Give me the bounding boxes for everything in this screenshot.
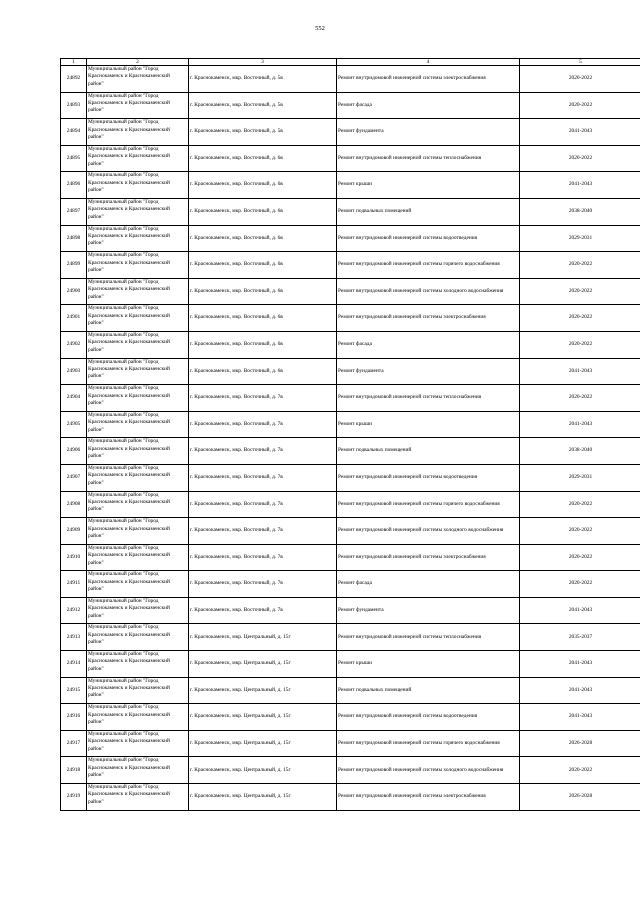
municipality-cell: Муниципальный район "Город Краснокаменск и Краснокаменский район" [87, 518, 189, 545]
period-cell: 2020-2022 [520, 252, 640, 279]
table-row [61, 198, 640, 225]
column-header: 5 [520, 59, 640, 66]
table-row [61, 464, 640, 491]
address-cell: г. Краснокаменск, мкр. Центральный, д. 15г [189, 704, 337, 731]
work-type-cell: Ремонт крыши [337, 651, 520, 678]
row-number-cell: 24914 [61, 651, 87, 678]
municipality-cell: Муниципальный район "Город Краснокаменск и Краснокаменский район" [87, 278, 189, 305]
period-cell: 2041-2043 [520, 597, 640, 624]
municipality-cell: Муниципальный район "Город Краснокаменск и Краснокаменский район" [87, 411, 189, 438]
period-cell: 2020-2022 [520, 278, 640, 305]
period-cell: 2041-2043 [520, 119, 640, 146]
work-type-cell: Ремонт внутридомовой инженерной системы электроснабжения [337, 305, 520, 332]
address-cell: г. Краснокаменск, мкр. Восточный, д. 7в [189, 518, 337, 545]
municipality-cell: Муниципальный район "Город Краснокаменск и Краснокаменский район" [87, 331, 189, 358]
period-cell: 2041-2043 [520, 651, 640, 678]
work-type-cell: Ремонт фасада [337, 571, 520, 598]
municipality-cell: Муниципальный район "Город Краснокаменск и Краснокаменский район" [87, 225, 189, 252]
address-cell: г. Краснокаменск, мкр. Восточный, д. 7в [189, 597, 337, 624]
work-type-cell: Ремонт внутридомовой инженерной системы электроснабжения [337, 66, 520, 93]
municipality-cell: Муниципальный район "Город Краснокаменск и Краснокаменский район" [87, 119, 189, 146]
table-row [61, 544, 640, 571]
municipality-cell: Муниципальный район "Город Краснокаменск и Краснокаменский район" [87, 305, 189, 332]
row-number-cell: 24915 [61, 677, 87, 704]
row-number-cell: 24911 [61, 571, 87, 598]
table-row [61, 145, 640, 172]
municipality-cell: Муниципальный район "Город Краснокаменск и Краснокаменский район" [87, 544, 189, 571]
period-cell: 2020-2022 [520, 491, 640, 518]
municipality-cell: Муниципальный район "Город Краснокаменск и Краснокаменский район" [87, 730, 189, 757]
table-row [61, 438, 640, 465]
period-cell: 2026-2028 [520, 784, 640, 811]
address-cell: г. Краснокаменск, мкр. Восточный, д. 6в [189, 145, 337, 172]
table-header-row [61, 59, 640, 66]
municipality-cell: Муниципальный район "Город Краснокаменск и Краснокаменский район" [87, 385, 189, 412]
municipality-cell: Муниципальный район "Город Краснокаменск и Краснокаменский район" [87, 677, 189, 704]
column-header: 1 [61, 59, 87, 66]
work-type-cell: Ремонт крыши [337, 172, 520, 199]
address-cell: г. Краснокаменск, мкр. Восточный, д. 6в [189, 278, 337, 305]
work-type-cell: Ремонт внутридомовой инженерной системы теплоснабжения [337, 624, 520, 651]
work-type-cell: Ремонт фундамента [337, 358, 520, 385]
table-row [61, 385, 640, 412]
row-number-cell: 24898 [61, 225, 87, 252]
municipality-cell: Муниципальный район "Город Краснокаменск и Краснокаменский район" [87, 145, 189, 172]
table-row [61, 66, 640, 93]
row-number-cell: 24907 [61, 464, 87, 491]
address-cell: г. Краснокаменск, мкр. Восточный, д. 7в [189, 491, 337, 518]
address-cell: г. Краснокаменск, мкр. Восточный, д. 7в [189, 385, 337, 412]
row-number-cell: 24902 [61, 331, 87, 358]
table-row [61, 651, 640, 678]
period-cell: 2020-2022 [520, 305, 640, 332]
work-type-cell: Ремонт подвальных помещений [337, 198, 520, 225]
address-cell: г. Краснокаменск, мкр. Восточный, д. 6в [189, 358, 337, 385]
work-type-cell: Ремонт внутридомовой инженерной системы водоотведения [337, 225, 520, 252]
work-type-cell: Ремонт фасада [337, 92, 520, 119]
municipality-cell: Муниципальный район "Город Краснокаменск и Краснокаменский район" [87, 571, 189, 598]
table-row [61, 597, 640, 624]
address-cell: г. Краснокаменск, мкр. Восточный, д. 5в [189, 92, 337, 119]
table-row [61, 757, 640, 784]
municipality-cell: Муниципальный район "Город Краснокаменск и Краснокаменский район" [87, 784, 189, 811]
row-number-cell: 24895 [61, 145, 87, 172]
municipality-cell: Муниципальный район "Город Краснокаменск и Краснокаменский район" [87, 438, 189, 465]
row-number-cell: 24894 [61, 119, 87, 146]
period-cell: 2041-2043 [520, 358, 640, 385]
period-cell: 2029-2031 [520, 464, 640, 491]
table-row [61, 624, 640, 651]
address-cell: г. Краснокаменск, мкр. Центральный, д. 15г [189, 730, 337, 757]
table-row [61, 119, 640, 146]
municipality-cell: Муниципальный район "Город Краснокаменск и Краснокаменский район" [87, 624, 189, 651]
table-row [61, 92, 640, 119]
period-cell: 2020-2022 [520, 385, 640, 412]
municipality-cell: Муниципальный район "Город Краснокаменск и Краснокаменский район" [87, 597, 189, 624]
work-type-cell: Ремонт внутридомовой инженерной системы теплоснабжения [337, 385, 520, 412]
work-type-cell: Ремонт внутридомовой инженерной системы водоотведения [337, 464, 520, 491]
municipality-cell: Муниципальный район "Город Краснокаменск и Краснокаменский район" [87, 66, 189, 93]
address-cell: г. Краснокаменск, мкр. Восточный, д. 6в [189, 172, 337, 199]
period-cell: 2020-2022 [520, 518, 640, 545]
period-cell: 2020-2022 [520, 757, 640, 784]
row-number-cell: 24917 [61, 730, 87, 757]
period-cell: 2020-2022 [520, 66, 640, 93]
address-cell: г. Краснокаменск, мкр. Восточный, д. 7в [189, 571, 337, 598]
work-type-cell: Ремонт подвальных помещений [337, 677, 520, 704]
row-number-cell: 24908 [61, 491, 87, 518]
address-cell: г. Краснокаменск, мкр. Центральный, д. 15г [189, 757, 337, 784]
period-cell: 2020-2022 [520, 331, 640, 358]
table-row [61, 411, 640, 438]
row-number-cell: 24893 [61, 92, 87, 119]
table-row [61, 225, 640, 252]
municipality-cell: Муниципальный район "Город Краснокаменск и Краснокаменский район" [87, 198, 189, 225]
row-number-cell: 24913 [61, 624, 87, 651]
page-number: 552 [315, 25, 325, 32]
row-number-cell: 24897 [61, 198, 87, 225]
period-cell: 2026-2028 [520, 730, 640, 757]
row-number-cell: 24901 [61, 305, 87, 332]
table-row [61, 252, 640, 279]
address-cell: г. Краснокаменск, мкр. Восточный, д. 7в [189, 464, 337, 491]
municipality-cell: Муниципальный район "Город Краснокаменск и Краснокаменский район" [87, 252, 189, 279]
address-cell: г. Краснокаменск, мкр. Восточный, д. 7в [189, 411, 337, 438]
row-number-cell: 24919 [61, 784, 87, 811]
period-cell: 2041-2043 [520, 172, 640, 199]
work-type-cell: Ремонт внутридомовой инженерной системы холодного водоснабжения [337, 757, 520, 784]
address-cell: г. Краснокаменск, мкр. Восточный, д. 5в [189, 119, 337, 146]
address-cell: г. Краснокаменск, мкр. Центральный, д. 15г [189, 624, 337, 651]
work-type-cell: Ремонт фундамента [337, 597, 520, 624]
table-row [61, 784, 640, 811]
period-cell: 2020-2022 [520, 571, 640, 598]
municipality-cell: Муниципальный район "Город Краснокаменск и Краснокаменский район" [87, 757, 189, 784]
row-number-cell: 24910 [61, 544, 87, 571]
address-cell: г. Краснокаменск, мкр. Центральный, д. 15г [189, 677, 337, 704]
table-row [61, 704, 640, 731]
registry-table [60, 58, 640, 811]
period-cell: 2041-2043 [520, 704, 640, 731]
work-type-cell: Ремонт внутридомовой инженерной системы горячего водоснабжения [337, 491, 520, 518]
address-cell: г. Краснокаменск, мкр. Восточный, д. 6в [189, 331, 337, 358]
column-header: 2 [87, 59, 189, 66]
table-row [61, 677, 640, 704]
work-type-cell: Ремонт внутридомовой инженерной системы горячего водоснабжения [337, 252, 520, 279]
table-row [61, 331, 640, 358]
table-row [61, 305, 640, 332]
period-cell: 2041-2043 [520, 411, 640, 438]
municipality-cell: Муниципальный район "Город Краснокаменск и Краснокаменский район" [87, 358, 189, 385]
municipality-cell: Муниципальный район "Город Краснокаменск и Краснокаменский район" [87, 704, 189, 731]
period-cell: 2035-2037 [520, 624, 640, 651]
address-cell: г. Краснокаменск, мкр. Восточный, д. 5в [189, 66, 337, 93]
table-row [61, 730, 640, 757]
row-number-cell: 24896 [61, 172, 87, 199]
period-cell: 2020-2022 [520, 544, 640, 571]
municipality-cell: Муниципальный район "Город Краснокаменск и Краснокаменский район" [87, 172, 189, 199]
municipality-cell: Муниципальный район "Город Краснокаменск и Краснокаменский район" [87, 464, 189, 491]
address-cell: г. Краснокаменск, мкр. Восточный, д. 7в [189, 544, 337, 571]
row-number-cell: 24916 [61, 704, 87, 731]
work-type-cell: Ремонт внутридомовой инженерной системы горячего водоснабжения [337, 730, 520, 757]
municipality-cell: Муниципальный район "Город Краснокаменск и Краснокаменский район" [87, 491, 189, 518]
column-header: 3 [189, 59, 337, 66]
table-row [61, 491, 640, 518]
work-type-cell: Ремонт внутридомовой инженерной системы электроснабжения [337, 544, 520, 571]
row-number-cell: 24912 [61, 597, 87, 624]
municipality-cell: Муниципальный район "Город Краснокаменск и Краснокаменский район" [87, 92, 189, 119]
period-cell: 2038-2040 [520, 438, 640, 465]
row-number-cell: 24899 [61, 252, 87, 279]
municipality-cell: Муниципальный район "Город Краснокаменск и Краснокаменский район" [87, 651, 189, 678]
row-number-cell: 24904 [61, 385, 87, 412]
row-number-cell: 24909 [61, 518, 87, 545]
row-number-cell: 24892 [61, 66, 87, 93]
work-type-cell: Ремонт внутридомовой инженерной системы холодного водоснабжения [337, 278, 520, 305]
row-number-cell: 24903 [61, 358, 87, 385]
period-cell: 2038-2040 [520, 198, 640, 225]
row-number-cell: 24918 [61, 757, 87, 784]
address-cell: г. Краснокаменск, мкр. Восточный, д. 7в [189, 438, 337, 465]
address-cell: г. Краснокаменск, мкр. Восточный, д. 6в [189, 305, 337, 332]
period-cell: 2041-2043 [520, 677, 640, 704]
work-type-cell: Ремонт фасада [337, 331, 520, 358]
table-row [61, 278, 640, 305]
work-type-cell: Ремонт фундамента [337, 119, 520, 146]
address-cell: г. Краснокаменск, мкр. Восточный, д. 6в [189, 198, 337, 225]
work-type-cell: Ремонт крыши [337, 411, 520, 438]
address-cell: г. Краснокаменск, мкр. Восточный, д. 6в [189, 252, 337, 279]
table-row [61, 358, 640, 385]
work-type-cell: Ремонт подвальных помещений [337, 438, 520, 465]
work-type-cell: Ремонт внутридомовой инженерной системы электроснабжения [337, 784, 520, 811]
address-cell: г. Краснокаменск, мкр. Восточный, д. 6в [189, 225, 337, 252]
row-number-cell: 24905 [61, 411, 87, 438]
column-header: 4 [337, 59, 520, 66]
period-cell: 2020-2022 [520, 92, 640, 119]
work-type-cell: Ремонт внутридомовой инженерной системы холодного водоснабжения [337, 518, 520, 545]
address-cell: г. Краснокаменск, мкр. Центральный, д. 15г [189, 651, 337, 678]
period-cell: 2029-2031 [520, 225, 640, 252]
period-cell: 2020-2022 [520, 145, 640, 172]
registry-table-body [61, 59, 640, 811]
table-row [61, 172, 640, 199]
row-number-cell: 24900 [61, 278, 87, 305]
address-cell: г. Краснокаменск, мкр. Центральный, д. 15г [189, 784, 337, 811]
table-row [61, 571, 640, 598]
table-row [61, 518, 640, 545]
row-number-cell: 24906 [61, 438, 87, 465]
work-type-cell: Ремонт внутридомовой инженерной системы водоотведения [337, 704, 520, 731]
work-type-cell: Ремонт внутридомовой инженерной системы теплоснабжения [337, 145, 520, 172]
